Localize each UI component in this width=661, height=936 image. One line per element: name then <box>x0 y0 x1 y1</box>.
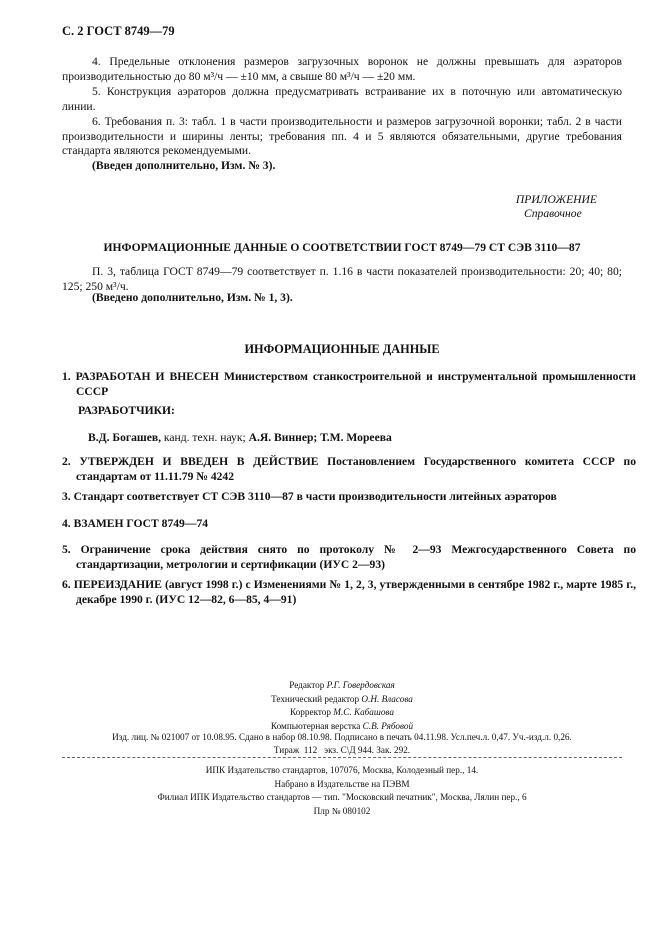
publisher-line: Филиал ИПК Издательство стандартов — тип. "Московский печатник", Москва, Лялин пер., 6 <box>157 792 527 802</box>
publisher-line: Набрано в Издательстве на ПЭВМ <box>274 778 410 789</box>
info-item-2: 2. УТВЕРЖДЕН И ВВЕДЕН В ДЕЙСТВИЕ Постановлением Государственного комитета СССР по стандартам от 11.11.79 № 4242 <box>62 455 636 483</box>
developer-names: А.Я. Виннер; Т.М. Мореева <box>248 431 392 444</box>
credit-editor: Редактор Р.Г. Говердовская <box>289 680 395 690</box>
credit-corrector: Корректор М.С. Кабашова <box>290 707 394 717</box>
credit-layout: Компьютерная верстка С.В. Рябовой <box>270 720 414 731</box>
info-item-5: 5. Ограничение срока действия снято по протоколу № 2—93 Межгосударственного Совета по стандартизации, метрологии и сертификации (ИУС 2—93) <box>62 543 636 571</box>
credits <box>62 679 622 733</box>
appendix-heading: ИНФОРМАЦИОННЫЕ ДАННЫЕ О СООТВЕТСТВИИ ГОСТ 8749—79 СТ СЭВ 3110—87 <box>103 241 581 254</box>
appendix-subtitle: Справочное <box>524 207 582 220</box>
page-header: С. 2 ГОСТ 8749—79 <box>62 24 175 38</box>
info-item-3: 3. Стандарт соответствует СТ СЭВ 3110—87 в части производительности литейных аэраторов <box>62 490 557 503</box>
appendix-text: П. 3, таблица ГОСТ 8749—79 соответствует п. 1.16 в части показателей производительности: 20; 40; 80; 125; 250 м³/ч. <box>62 265 622 293</box>
info-item-4: 4. ВЗАМЕН ГОСТ 8749—74 <box>62 517 209 530</box>
publisher-line: Плр № 080102 <box>313 805 371 816</box>
paragraph-6: 6. Требования п. 3: табл. 1 в части производительности и размеров загрузочной воронки; табл. 2 в части производительности и ширины ленты; требования пп. 4 и 5 являются обязательными, другие требования стандарта являются рекомендуемыми. <box>62 115 622 158</box>
developer-degree: канд. техн. наук; <box>161 431 249 444</box>
publisher-line: ИПК Издательство стандартов, 107076, Москва, Колодезный пер., 14. <box>205 765 479 775</box>
publisher-info <box>62 764 622 818</box>
developers <box>88 431 618 446</box>
info-item-1: 1. РАЗРАБОТАН И ВНЕСЕН Министерством станкостроительной и инструментальной промышленности СССР <box>62 370 636 398</box>
info-item-6: 6. ПЕРЕИЗДАНИЕ (август 1998 г.) с Изменениями № 1, 2, 3, утвержденными в сентябре 1982 г., марте 1985 г., декабре 1990 г. (ИУС 12—82, 6—85, 4—91) <box>62 578 636 606</box>
divider <box>62 757 622 758</box>
appendix-note: (Введено дополнительно, Изм. № 1, 3). <box>92 291 293 304</box>
appendix-title: ПРИЛОЖЕНИЕ <box>515 193 597 206</box>
paragraph-5: 5. Конструкция аэраторов должна предусматривать встраивание их в поточную или автоматическую линии. <box>62 85 622 113</box>
developers-label: РАЗРАБОТЧИКИ: <box>78 404 175 417</box>
imprint-line-2: Тираж 112 экз. С\Д 944. Зак. 292. <box>273 745 411 755</box>
credit-tech-editor: Технический редактор О.Н. Власова <box>271 693 413 704</box>
paragraph-4: 4. Предельные отклонения размеров загрузочных воронок не должны превышать для аэраторов производительностью до 80 м³/ч — ±10 мм, а свыше 80 м³/ч — ±20 мм. <box>62 55 622 83</box>
paragraph-6-note: (Введен дополнительно, Изм. № 3). <box>92 159 276 172</box>
info-heading: ИНФОРМАЦИОННЫЕ ДАННЫЕ <box>244 342 440 356</box>
developer-name: В.Д. Богашев, <box>88 431 162 444</box>
imprint-line-1: Изд. лиц. № 021007 от 10.08.95. Сдано в набор 08.10.98. Подписано в печать 04.11.98. Усл.печ.л. 0,47. Уч.-изд.л. 0,26. <box>112 732 572 742</box>
